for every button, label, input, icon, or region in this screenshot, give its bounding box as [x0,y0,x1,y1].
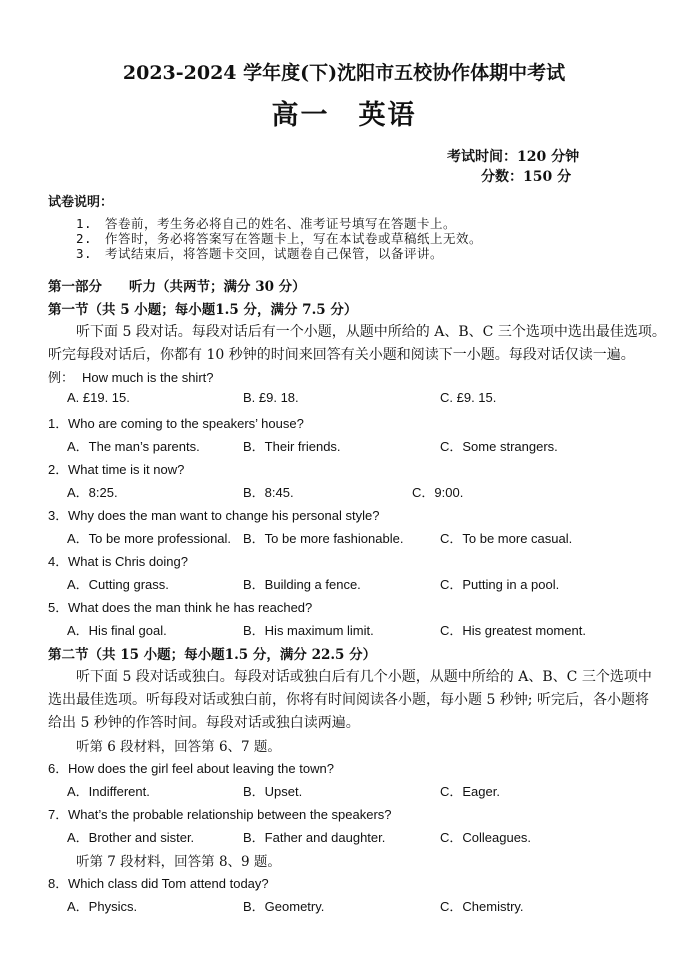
option-b: B．8:45. [243,485,294,500]
option-c: C．Chemistry. [440,899,524,914]
question [48,758,334,777]
option-b: B．Building a fence. [243,577,361,592]
option-b: B．Geometry. [243,899,325,914]
option-a: A．8:25. [67,485,118,500]
question-number: 2． [48,462,69,477]
question-number: 3． [48,508,69,523]
notes-heading: 试卷说明： [48,195,114,210]
option-a: A．Cutting grass. [67,577,169,592]
option-c: C．Some strangers. [440,439,558,454]
exam-score: 分数：150 分 [481,169,572,185]
example-option-c: C. £9. 15. [440,390,497,405]
question-number: 1． [48,416,69,431]
option-c: C．9:00. [412,485,464,500]
exam-time: 考试时间：120 分钟 [447,149,580,165]
question [48,551,188,570]
option-c: C．To be more casual. [440,531,573,546]
section2-heading: 第二节（共 15 小题；每小题1.5 分，满分 22.5 分） [48,647,377,663]
note-item: 3. 考试结束后，将答题卡交回，试题卷自己保管，以备评讲。 [76,246,444,261]
section1-instructions-line1: 听下面 5 段对话。每段对话后有一个小题，从题中所给的 A、B、C 三个选项中选出最佳选项。 [76,324,666,340]
part1-heading: 第一部分 听力（共两节；满分 30 分） [48,279,306,295]
question-text: What time is it now? [68,462,185,477]
example-label: 例： [48,370,75,385]
option-a: A．The man’s parents. [67,439,200,454]
section1-instructions-line2: 听完每段对话后，你都有 10 秒钟的时间来回答有关小题和阅读下一小题。每段对话仅读一遍。 [48,347,635,363]
option-a: A．Physics. [67,899,138,914]
option-a: A．His final goal. [67,623,167,638]
option-c: C．Eager. [440,784,500,799]
exam-subtitle: 高一 英语 [271,100,417,131]
question-number: 6． [48,761,69,776]
example-question [48,367,214,386]
section2-instructions-line1: 听下面 5 段对话或独白。每段对话或独白后有几个小题，从题中所给的 A、B、C 三个选项中 [76,669,652,685]
option-b: B．Father and daughter. [243,830,386,845]
question-text: Who are coming to the speakers’ house? [68,416,304,431]
example-option-b: B. £9. 18. [243,390,299,405]
question-text: What does the man think he has reached? [68,600,313,615]
example-option-a: A. £19. 15. [67,390,130,405]
example-question-text: How much is the shirt? [82,370,214,385]
question-number: 4． [48,554,69,569]
question [48,505,379,524]
question [48,413,304,432]
section1-heading: 第一节（共 5 小题；每小题1.5 分，满分 7.5 分） [48,302,358,318]
option-c: C．His greatest moment. [440,623,586,638]
section2-instructions-line2: 选出最佳选项。听每段对话或独白前，你将有时间阅读各小题，每小题 5 秒钟; 听完后，各小题将 [48,692,649,708]
question [48,597,312,616]
question-text: What’s the probable relationship between the speakers? [68,807,392,822]
option-a: A．Indifferent. [67,784,150,799]
note-item: 2. 作答时，务必将答案写在答题卡上，写在本试卷或草稿纸上无效。 [76,231,483,246]
material-6-intro: 听第 6 段材料，回答第 6、7 题。 [76,739,281,755]
question-number: 5． [48,600,69,615]
section2-instructions-line3: 给出 5 秒钟的作答时间。每段对话或独白读两遍。 [48,715,360,731]
option-b: B．To be more fashionable. [243,531,404,546]
question [48,804,392,823]
question-number: 8． [48,876,69,891]
question [48,873,269,892]
note-item: 1. 答卷前，考生务必将自己的姓名、准考证号填写在答题卡上。 [76,216,457,231]
question-text: Why does the man want to change his personal style? [68,508,380,523]
question-text: Which class did Tom attend today? [68,876,269,891]
option-a: A．Brother and sister. [67,830,195,845]
exam-title: 2023-2024 学年度(下)沈阳市五校协作体期中考试 [122,62,566,84]
question [48,459,184,478]
material-7-intro: 听第 7 段材料，回答第 8、9 题。 [76,854,281,870]
question-text: What is Chris doing? [68,554,188,569]
question-text: How does the girl feel about leaving the town? [68,761,334,776]
option-b: B．Their friends. [243,439,341,454]
option-c: C．Putting in a pool. [440,577,560,592]
question-number: 7． [48,807,69,822]
option-b: B．Upset. [243,784,303,799]
option-a: A．To be more professional. [67,531,232,546]
option-c: C．Colleagues. [440,830,532,845]
option-b: B．His maximum limit. [243,623,374,638]
